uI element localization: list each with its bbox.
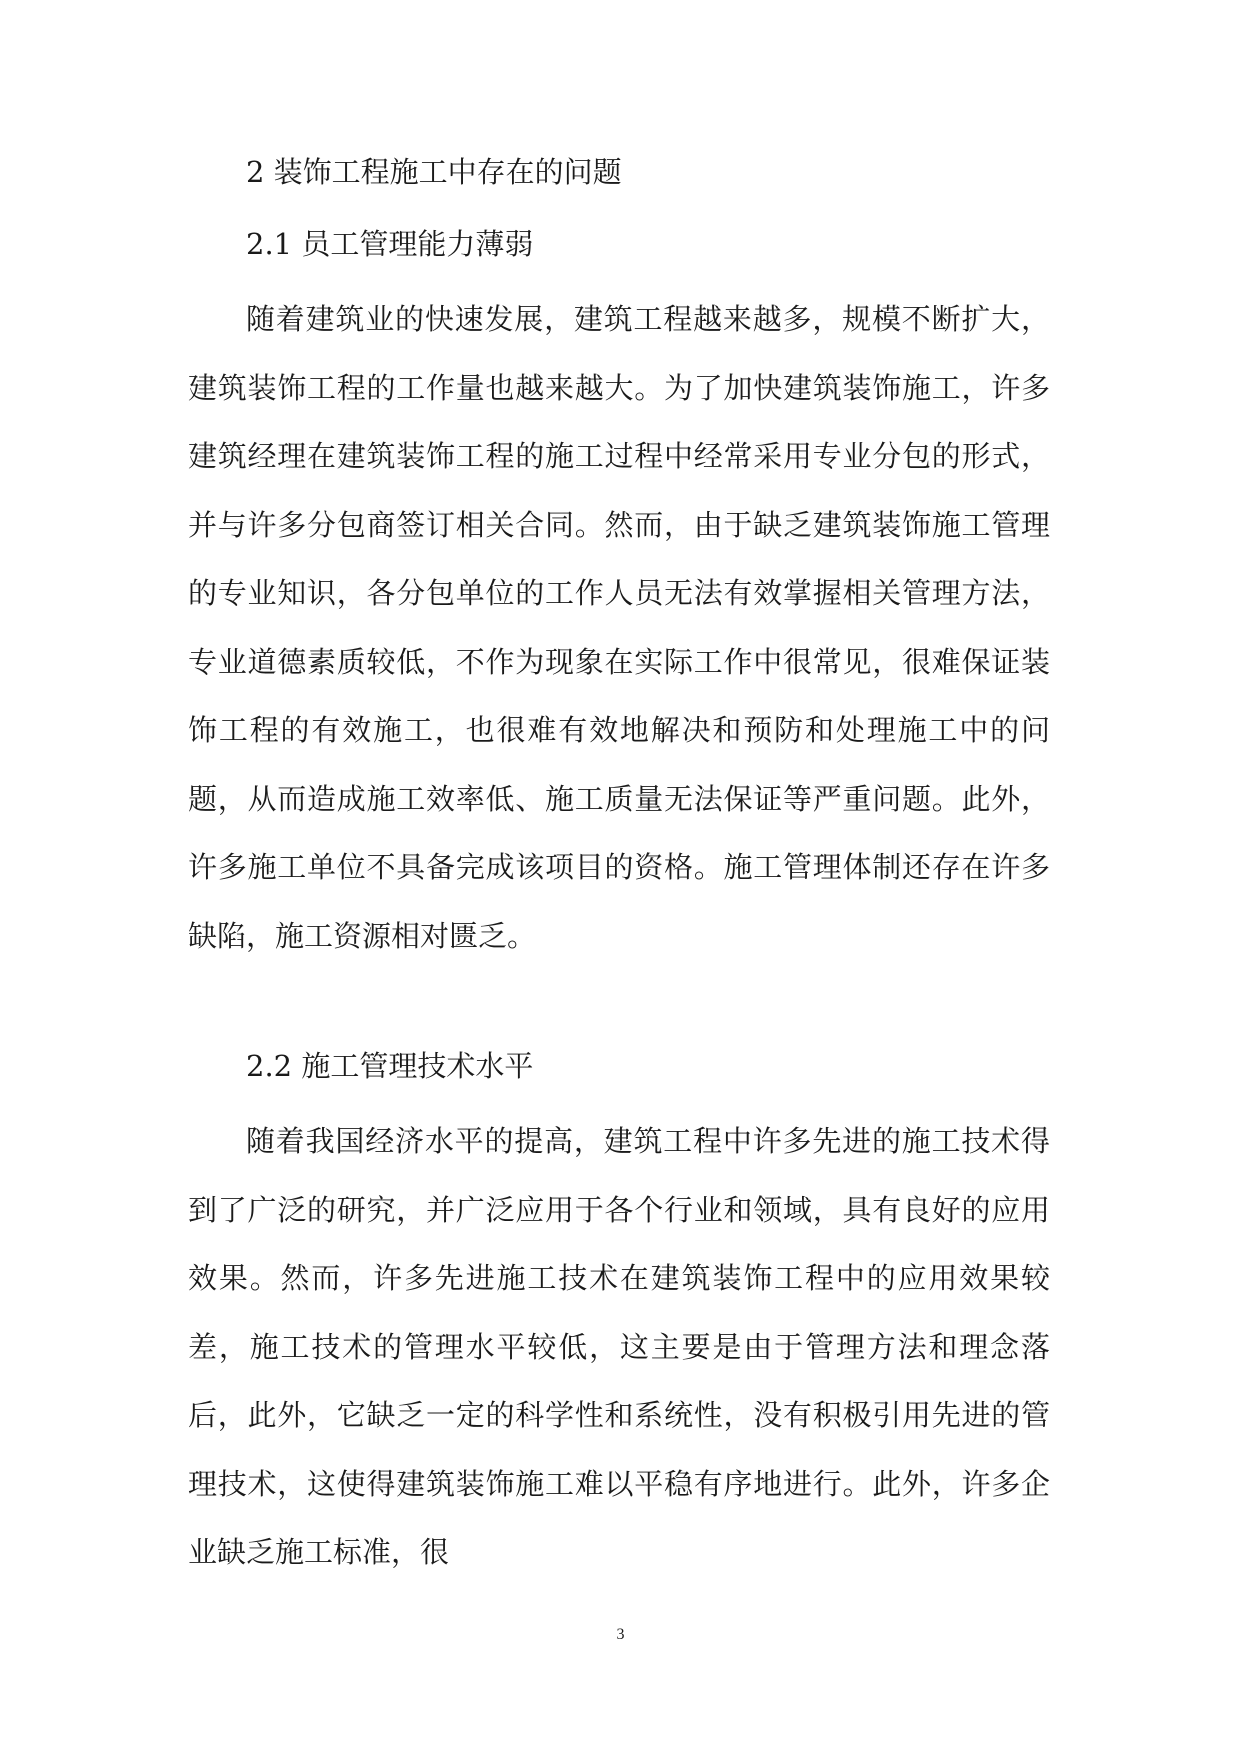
section-heading: 2 装饰工程施工中存在的问题: [246, 155, 622, 189]
subsection-heading-2-2: 2.2 施工管理技术水平: [246, 1049, 534, 1083]
subsection-heading-2-1: 2.1 员工管理能力薄弱: [246, 227, 534, 261]
page-number: 3: [616, 1626, 625, 1643]
paragraph-2-2: 随着我国经济水平的提高，建筑工程中许多先进的施工技术得到了广泛的研究，并广泛应用于各个行业和领域，具有良好的应用效果。然而，许多先进施工技术在建筑装饰工程中的应用效果较差，施工技术的管理水平较低，这主要是由于管理方法和理念落后，此外，它缺乏一定的科学性和系统性，没有积极引用先进的管理技术，这使得建筑装饰施工难以平稳有序地进行。此外，许多企业缺乏施工标准，很: [188, 1124, 1050, 1569]
paragraph-2-1: 随着建筑业的快速发展，建筑工程越来越多，规模不断扩大，建筑装饰工程的工作量也越来越大。为了加快建筑装饰施工，许多建筑经理在建筑装饰工程的施工过程中经常采用专业分包的形式，并与许多分包商签订相关合同。然而，由于缺乏建筑装饰施工管理的专业知识，各分包单位的工作人员无法有效掌握相关管理方法，专业道德素质较低，不作为现象在实际工作中很常见，很难保证装饰工程的有效施工，也很难有效地解决和预防和处理施工中的问题，从而造成施工效率低、施工质量无法保证等严重问题。此外，许多施工单位不具备完成该项目的资格。施工管理体制还存在许多缺陷，施工资源相对匮乏。: [188, 302, 1050, 953]
